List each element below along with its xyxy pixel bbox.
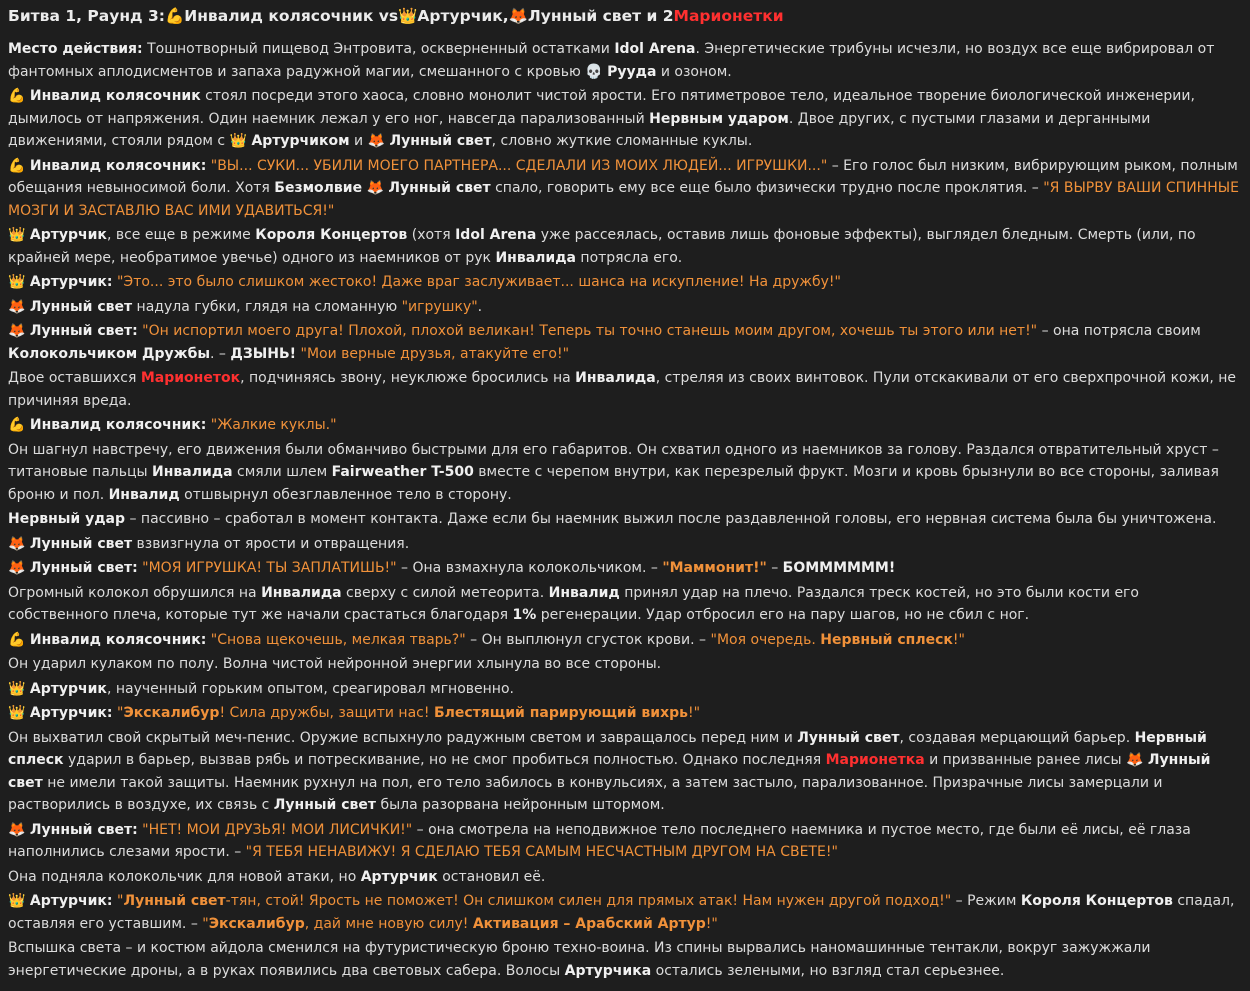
- crown-icon: 👑: [8, 227, 26, 243]
- bold-name: Лунный свет:: [29, 821, 138, 838]
- bold-name: Idol Arena: [455, 227, 537, 243]
- dialogue-quote: ": [202, 915, 209, 932]
- text-segment: остановил её.: [437, 868, 546, 885]
- text-segment: – Он выплюнул сгусток крови. –: [465, 631, 711, 648]
- fox-icon: 🦊: [8, 535, 26, 552]
- text-segment: – она потрясла своим: [1037, 323, 1201, 339]
- text-segment: спадал, оставляя его уставшим. –: [8, 893, 1235, 932]
- text-segment: . Двое других, с пустыми глазами и дерганными движениями, стояли рядом с: [8, 110, 1151, 149]
- story-paragraph: [8, 155, 1242, 223]
- text-segment: принял удар на плечо. Раздался треск костей, но это были кости его собственного плеча, которые тут же начали срастаться благодаря: [8, 584, 1139, 623]
- dialogue-quote: ! Сила дружбы, защити нас!: [219, 705, 434, 721]
- text-segment: Он ударил кулаком по полу. Волна чистой нейронной энергии хлынула во все стороны.: [8, 656, 662, 672]
- story-paragraph: [8, 296, 1242, 319]
- bold-name: Инвалид колясочник:: [29, 417, 207, 433]
- fox-icon: 🦊: [508, 6, 528, 25]
- text-segment: – она смотрела на неподвижное тело последнего наемника и пустое место, где были её лисы, её глаза наполнились слезами ярости. –: [8, 821, 1191, 860]
- text-segment: и: [349, 133, 368, 149]
- dialogue-quote: "Снова щекочешь, мелкая тварь?": [210, 631, 466, 648]
- dialogue-quote: "Я ТЕБЯ НЕНАВИЖУ! Я СДЕЛАЮ ТЕБЯ САМЫМ НЕСЧАСТНЫМ ДРУГОМ НА СВЕТЕ!": [245, 844, 838, 860]
- bold-name: Idol Arena: [614, 41, 696, 57]
- text-segment: Огромный колокол обрушился на: [8, 584, 262, 601]
- story-content: [0, 32, 1250, 982]
- bold-name: Нервным ударом: [649, 110, 789, 127]
- text-segment: остались зелеными, но взгляд стал серьезнее.: [651, 962, 1005, 979]
- marionette-name: Марионеток: [140, 370, 241, 386]
- text-segment: не имели такой защиты. Наемник рухнул на пол, его тело забилось в конвульсиях, а затем застыло, парализованное. Призрачные лисы замерцали и растворились в воздухе, их связь с: [8, 774, 1163, 813]
- dialogue-quote: "Он испортил моего друга! Плохой, плохой великан! Теперь ты точно станешь моим другом, хочешь ты этого или нет!": [142, 323, 1038, 339]
- crown-icon: 👑: [398, 6, 418, 25]
- text-segment: Он шагнул навстречу, его движения были обманчиво быстрыми для его габаритов. Он схватил одного из наемников за голову. Раздался отвратительный хруст – титановые пальцы: [8, 441, 1219, 480]
- text-segment: –: [766, 560, 783, 576]
- story-paragraph: [8, 582, 1242, 627]
- text-segment: регенерации. Удар отбросил его на пару шагов, но не сбил с ног.: [536, 607, 1030, 623]
- text-segment: – пассивно – сработал в момент контакта. Даже если бы наемник выжил после раздавленной головы, его нервная система была бы уничтожена.: [125, 511, 1217, 527]
- bold-name: ДЗЫНЬ!: [230, 345, 297, 362]
- dialogue-quote: Блестящий парирующий вихрь: [433, 705, 688, 721]
- story-paragraph: [8, 819, 1242, 864]
- dialogue-quote: "Мои верные друзья, атакуйте его!": [300, 345, 570, 362]
- text-segment: взвизгнула от ярости и отвращения.: [132, 535, 410, 552]
- story-paragraph: [8, 320, 1242, 365]
- text-segment: Двое оставшихся: [8, 370, 141, 386]
- dialogue-quote: ": [116, 705, 124, 721]
- bold-name: Артурчиком: [251, 133, 350, 149]
- bold-name: Нервный удар: [8, 511, 126, 527]
- fox-icon: 🦊: [8, 821, 26, 838]
- dialogue-quote: "Моя очередь.: [710, 631, 821, 648]
- bold-name: Лунный свет: [29, 298, 133, 315]
- bold-name: Безмолвие: [274, 180, 363, 196]
- text-segment: (хотя: [407, 227, 456, 243]
- bold-name: Артурчик: [360, 868, 438, 885]
- bold-name: Инвалида: [495, 249, 576, 266]
- dialogue-quote: Экскалибур: [123, 705, 220, 721]
- dialogue-quote: "Жалкие куклы.": [210, 417, 337, 433]
- text-segment: спало, говорить ему все еще было физически трудно после проклятия. –: [490, 180, 1044, 196]
- bold-name: Инвалид колясочник:: [29, 631, 207, 648]
- text-segment: – Режим: [951, 893, 1021, 909]
- bold-name: Место действия:: [8, 41, 143, 57]
- dialogue-quote: "Это... это было слишком жестоко! Даже враг заслуживает... шанса на искупление! На дружбу!": [116, 274, 841, 290]
- text-segment: Она подняла колокольчик для новой атаки, но: [8, 868, 361, 885]
- muscle-icon: 💪: [8, 417, 26, 433]
- bold-name: Лунный свет:: [29, 323, 138, 339]
- text-segment: и призванные ранее лисы: [924, 752, 1127, 768]
- bold-name: Лунный свет: [388, 180, 491, 196]
- dialogue-quote: Экскалибур: [208, 915, 305, 932]
- story-paragraph: [8, 629, 1242, 652]
- bold-name: БОММММММ!: [782, 560, 896, 576]
- dialogue-quote: "ВЫ... СУКИ... УБИЛИ МОЕГО ПАРТНЕРА... СДЕЛАЛИ ИЗ МОИХ ЛЮДЕЙ... ИГРУШКИ...": [210, 157, 828, 174]
- text-segment: , все еще в режиме: [106, 227, 256, 243]
- bold-name: 1%: [512, 607, 537, 623]
- text-segment: , наученный горьким опытом, среагировал мгновенно.: [106, 680, 514, 697]
- muscle-icon: 💪: [8, 631, 26, 648]
- dialogue-quote: Активация – Арабский Артур: [472, 915, 706, 932]
- text-segment: отшвырнул обезглавленное тело в сторону.: [179, 486, 512, 503]
- bold-name: Fairweather T-500: [331, 464, 474, 480]
- bold-name: Инвалид: [548, 584, 620, 601]
- text-segment: Тошнотворный пищевод Энтровита, оскверненный остатками: [142, 41, 615, 57]
- bold-name: Артурчик: [29, 227, 107, 243]
- bold-name: Инвалид: [108, 486, 180, 503]
- fox-icon: 🦊: [367, 133, 385, 149]
- battle-header: [0, 0, 1250, 32]
- story-paragraph: [8, 702, 1242, 725]
- marionettes-label: Марионетки: [673, 6, 784, 25]
- text-segment: – Она взмахнула колокольчиком. –: [396, 560, 663, 576]
- fighter-name-lunny-svet: Лунный свет и 2: [527, 6, 674, 25]
- fighter-name-arturchik: Артурчик,: [417, 6, 509, 25]
- fox-icon: 🦊: [8, 323, 26, 339]
- crown-icon: 👑: [8, 705, 26, 721]
- dialogue-quote: ": [116, 893, 124, 909]
- bold-name: Артурчик: [29, 680, 107, 697]
- text-segment: , подчиняясь звону, неуклюже бросились на: [240, 370, 576, 386]
- story-paragraph: [8, 890, 1242, 935]
- story-paragraph: [8, 533, 1242, 556]
- fox-icon: 🦊: [1126, 752, 1144, 768]
- crown-icon: 👑: [229, 133, 247, 149]
- dialogue-quote: !": [687, 705, 701, 721]
- text-segment: .: [477, 298, 483, 315]
- text-segment: , словно жуткие сломанные куклы.: [491, 133, 753, 149]
- bold-name: Артурчик:: [29, 893, 113, 909]
- bold-name: Короля Концертов: [255, 227, 408, 243]
- story-paragraph: [8, 653, 1242, 676]
- text-segment: Вспышка света – и костюм айдола сменился на футуристическую броню техно-воина. Из спины вырвались наномашинные тентакли, вокруг зажужжали энергетические дроны, а в руках появились два световых сабера. Волосы: [8, 940, 1151, 979]
- fighter-name-invalid: Инвалид колясочник vs: [184, 6, 399, 25]
- text-segment: надула губки, глядя на сломанную: [132, 298, 402, 315]
- bold-name: Инвалида: [152, 464, 233, 480]
- dialogue-quote: !": [705, 915, 718, 932]
- text-segment: , стреляя из своих винтовок. Пули отскакивали от его сверхпрочной кожи, не причиняя вреда.: [8, 370, 1236, 409]
- bold-name: Инвалид колясочник:: [29, 157, 207, 174]
- fox-icon: 🦊: [8, 298, 26, 315]
- story-paragraph: [8, 937, 1242, 982]
- crown-icon: 👑: [8, 893, 26, 909]
- bold-name: Инвалид колясочник: [29, 88, 201, 104]
- muscle-icon: 💪: [8, 157, 26, 174]
- text-segment: ударил в барьер, вызвав рябь и потрескивание, но не смог пробиться полностью. Однако последняя: [63, 752, 826, 768]
- story-paragraph: [8, 414, 1242, 437]
- marionette-name: Марионетка: [825, 752, 925, 768]
- text-segment: смяли шлем: [232, 464, 332, 480]
- text-segment: . Энергетические трибуны исчезли, но воздух все еще вибрировал от фантомных аплодисментов и запаха радужной магии, смешанного с кровью: [8, 41, 1215, 80]
- story-paragraph: [8, 85, 1242, 153]
- bold-name: Нервный сплеск: [8, 729, 1207, 768]
- story-paragraph: [8, 508, 1242, 531]
- battle-title-prefix: Битва 1, Раунд 3:: [8, 6, 165, 25]
- story-paragraph: [8, 678, 1242, 701]
- muscle-icon: 💪: [164, 6, 185, 25]
- crown-icon: 👑: [8, 680, 26, 697]
- text-segment: , создавая мерцающий барьер.: [899, 729, 1135, 746]
- dialogue-quote: "НЕТ! МОИ ДРУЗЬЯ! МОИ ЛИСИЧКИ!": [142, 821, 413, 838]
- bold-name: Колокольчиком Дружбы: [8, 345, 211, 362]
- bold-name: Лунный свет: [389, 133, 492, 149]
- skull-icon: 💀: [585, 63, 603, 80]
- bold-name: Лунный свет:: [29, 560, 138, 576]
- text-segment: потрясла его.: [575, 249, 683, 266]
- story-paragraph: [8, 224, 1242, 269]
- bold-name: Артурчик:: [29, 274, 113, 290]
- dialogue-quote: Лунный свет: [123, 893, 226, 909]
- story-paragraph: [8, 367, 1242, 412]
- bold-name: Артурчик:: [29, 705, 113, 721]
- bold-name: Инвалида: [575, 370, 656, 386]
- text-segment: – Его голос был низким, вибрирующим рыком, полным обещания невыносимой боли. Хотя: [8, 157, 1238, 196]
- muscle-icon: 💪: [8, 88, 26, 104]
- dialogue-quote: "МОЯ ИГРУШКА! ТЫ ЗАПЛАТИШЬ!": [142, 560, 397, 576]
- text-segment: была разорвана нейронным штормом.: [376, 797, 665, 813]
- dialogue-quote: "игрушку": [401, 298, 478, 315]
- bold-name: Лунный свет: [797, 729, 900, 746]
- text-segment: сверху с силой метеорита.: [341, 584, 549, 601]
- text-segment: уже рассеялась, оставив лишь фоновые эффекты), выглядел бледным. Смерть (или, по крайней мере, необратимое увечье) одного из наемников от рук: [8, 227, 1196, 266]
- bold-name: Лунный свет: [8, 752, 1211, 791]
- story-paragraph: [8, 38, 1242, 83]
- dialogue-quote: "Маммонит!": [662, 560, 767, 576]
- bold-name: Рууда: [607, 63, 657, 80]
- story-paragraph: [8, 271, 1242, 294]
- fox-icon: 🦊: [366, 180, 384, 196]
- dialogue-quote: Нервный сплеск: [820, 631, 953, 648]
- bold-name: Инвалида: [261, 584, 342, 601]
- text-segment: вместе с черепом внутри, как перезрелый фрукт. Мозги и кровь брызнули во все стороны, заливая броню и пол.: [8, 464, 1219, 503]
- bold-name: Короля Концертов: [1020, 893, 1173, 909]
- text-segment: . –: [210, 345, 231, 362]
- bold-name: Лунный свет: [29, 535, 133, 552]
- story-paragraph: [8, 557, 1242, 580]
- dialogue-quote: , дай мне новую силу!: [304, 915, 473, 932]
- bold-name: Лунный свет: [273, 797, 377, 813]
- dialogue-quote: !": [952, 631, 965, 648]
- story-paragraph: [8, 866, 1242, 889]
- bold-name: Артурчика: [564, 962, 652, 979]
- dialogue-quote: "Я ВЫРВУ ВАШИ СПИННЫЕ МОЗГИ И ЗАСТАВЛЮ ВАС ИМИ УДАВИТЬСЯ!": [8, 180, 1239, 219]
- text-segment: Он выхватил свой скрытый меч-пенис. Оружие вспыхнуло радужным светом и завращалось перед ним и: [8, 729, 798, 746]
- text-segment: стоял посреди этого хаоса, словно монолит чистой ярости. Его пятиметровое тело, идеальное творение биологической инженерии, дымилось от напряжения. Один наемник лежал у его ног, навсегда парализованный: [8, 88, 1195, 127]
- crown-icon: 👑: [8, 274, 26, 290]
- dialogue-quote: -тян, стой! Ярость не поможет! Он слишком силен для прямых атак! Нам нужен другой подход!": [225, 893, 952, 909]
- fox-icon: 🦊: [8, 560, 26, 576]
- story-paragraph: [8, 439, 1242, 507]
- story-paragraph: [8, 727, 1242, 817]
- text-segment: и озоном.: [656, 63, 732, 80]
